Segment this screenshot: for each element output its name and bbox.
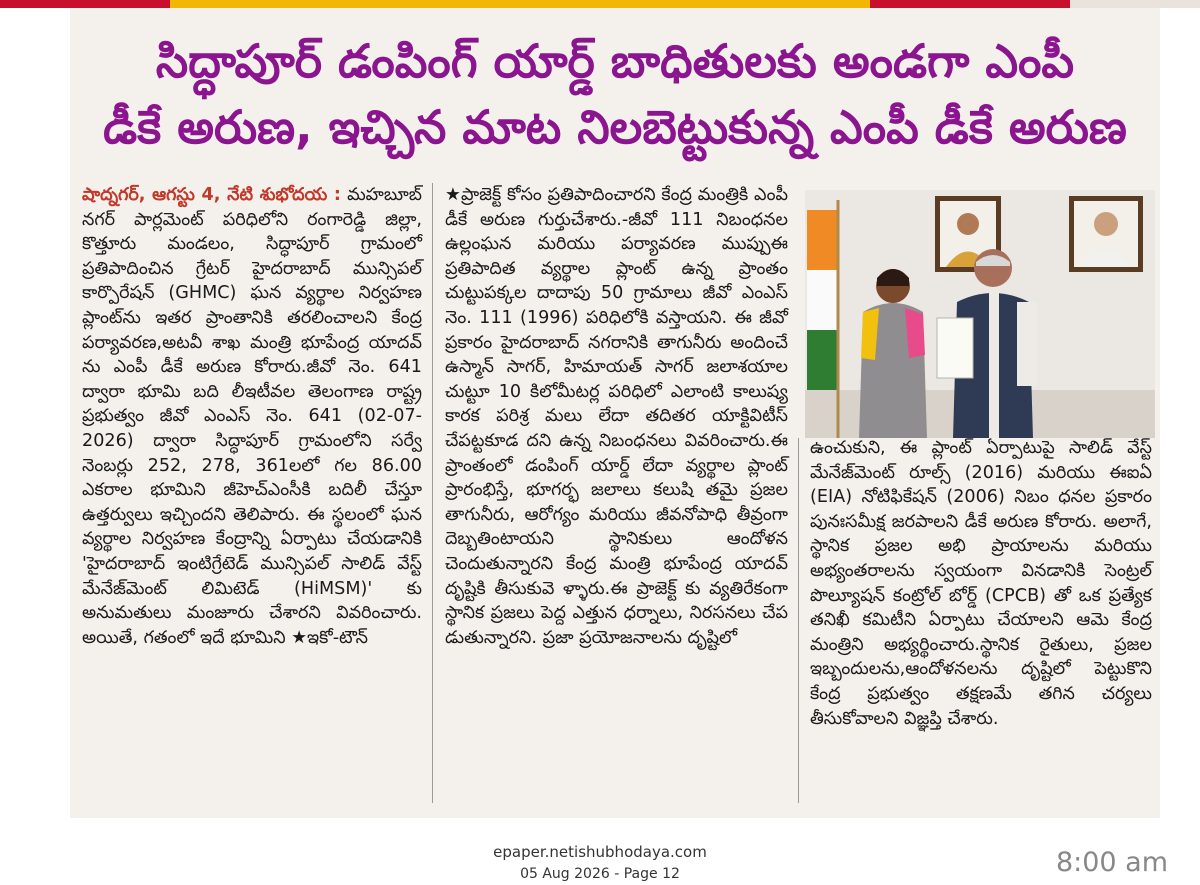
column-2-text: ★ప్రాజెక్ట్ కోసం ప్రతిపాదించారని కేంద్ర మంత్రికి ఎంపీ డీకే అరుణ గుర్తుచేశారు.-జీవో 111 నిబంధనల ఉల్లంఘన మరియు పర్యావరణ ముప్పుఈ ప్రతిపాదిత వ్యర్థాల ప్లాంట్ ఉన్న ప్రాంతం చుట్టుపక్కల దాదాపు 50 గ్రామాలు జీవో ఎంఎస్ నెం. 111 (1996) పరిధిలోకి వస్తాయని. ఈ జీవో ప్రకారం హైదరాబాద్ నగరానికి తాగునీరు అందించే ఉస్మాన్ సాగర్, హిమాయత్ సాగర్ జలాశయాల చుట్టూ 10 కిలోమీటర్ల పరిధిలో ఎలాంటి కాలుష్య కారక పరిశ్ర మలు లేదా తదితర యాక్టివిటీస్ చేపట్టకూడ దని ఉన్న నిబంధనలు వివరించారు.ఈ ప్రాంతంలో డంపింగ్ యార్డ్ లేదా వ్యర్థాల ప్లాంట్ ప్రారంభిస్తే, భూగర్భ జలాలు కలుషి తమై ప్రజల తాగునీరు, ఆరోగ్యం మరియు జీవనోపాధి తీవ్రంగా దెబ్బతింటాయని స్థానికులు ఆందోళన చెందుతున్నారని కేంద్ర మంత్రి భూపేంద్ర యాదవ్ దృష్టికి తీసుకువె ళ్ళారు.ఈ ప్రాజెక్ట్ కు వ్యతిరేకంగా స్థానిక ప్రజలు పెద్ద ఎత్తున ధర్నాలు, నిరసనలు చేప డుతున్నారని. ప్రజా ప్రయోజనాలను దృష్టిలో xyxy=(445,185,788,648)
headline-line-1: సిద్ధాపూర్ డంపింగ్ యార్డ్ బాధితులకు అండగా ఎంపీ xyxy=(155,34,1075,88)
column-1-text: మహబూబ్ నగర్ పార్లమెంట్ పరిధిలోని రంగారెడ్డి జిల్లా, కొత్తూరు మండలం, సిద్ధాపూర్ గ్రామంలో ప్రతిపాదించిన గ్రేటర్ హైదరాబాద్ మున్సిపల్ కార్పొరేషన్ (GHMC) ఘన వ్యర్థాల నిర్వహణ ప్లాంట్‌ను ఇతర ప్రాంతానికి తరలించాలని కేంద్ర పర్యావరణ,అటవీ శాఖ మంత్రి భూపేంద్ర యాదవ్ ను ఎంపీ డీకే అరుణ కోరారు.జీవో నెం. 641 ద్వారా భూమి బది లీఇటీవల తెలంగాణ రాష్ట్ర ప్రభుత్వం జీవో ఎంఎస్ నెం. 641 (02-07-2026) ద్వారా సిద్ధాపూర్ గ్రామంలోని సర్వే నెంబర్లు 252, 278, 361లలో గల 86.00 ఎకరాల భూమిని జీహెచ్ఎంసీకి బదిలీ చేస్తూ ఉత్తర్వులు ఇచ్చిందని తెలిపారు. ఈ స్థలంలో ఘన వ్యర్థాల నిర్వహణ కేంద్రాన్ని ఏర్పాటు చేయడానికి 'హైదరాబాద్ ఇంటిగ్రేటెడ్ మున్సిపల్ సాలిడ్ వేస్ట్ మేనేజ్‌మెంట్ లిమిటెడ్ (HiMSM)' కు అనుమతులు మంజూరు చేశారని వివరించారు. అయితే, గతంలో ఇదే భూమిని ★ఇకో-టౌన్ xyxy=(82,185,422,648)
meeting-photo xyxy=(805,190,1155,438)
column-divider-1 xyxy=(432,183,433,803)
article-column-1 xyxy=(82,183,422,650)
headline-line-2: డీకే అరుణ, ఇచ్చిన మాట నిలబెట్టుకున్న ఎంపీ డీకే అరుణ xyxy=(103,100,1127,154)
column-divider-2 xyxy=(798,438,799,803)
edition-page-info: 05 Aug 2026 - Page 12 xyxy=(520,866,680,882)
newspaper-clipping xyxy=(70,8,1160,818)
top-bar-gold-segment xyxy=(170,0,870,8)
article-column-2 xyxy=(445,183,788,650)
top-color-bar xyxy=(0,0,1200,8)
top-bar-red-segment-2 xyxy=(870,0,1070,8)
article-headline xyxy=(70,28,1160,160)
article-column-3 xyxy=(810,436,1152,731)
epaper-url[interactable]: epaper.netishubhodaya.com xyxy=(493,843,707,861)
top-bar-red-segment xyxy=(0,0,170,8)
top-bar-gray-segment xyxy=(1070,0,1200,8)
column-3-text: ఉంచుకుని, ఈ ప్లాంట్ ఏర్పాటుపై సాలిడ్ వేస్ట్ మేనేజ్‌మెంట్ రూల్స్ (2016) మరియు ఈఐఏ (EIA) నోటిఫికేషన్ (2006) నిబం ధనల ప్రకారం పునఃసమీక్ష జరపాలని డీకే అరుణ కోరారు. అలాగే, స్థానిక ప్రజల అభి ప్రాయాలను మరియు అభ్యంతరాలను స్వయంగా వినడానికి సెంట్రల్ పొల్యూషన్ కంట్రోల్ బోర్డ్ (CPCB) తో ఒక ప్రత్యేక తనిఖీ కమిటీని ఏర్పాటు చేయాలని ఆమె కేంద్ర మంత్రిని అభ్యర్థించారు.స్థానిక రైతులు, ప్రజల ఇబ్బందులను,ఆందోళనలను దృష్టిలో పెట్టుకొని కేంద్ర ప్రభుత్వం తక్షణమే తగిన చర్యలు తీసుకోవాలని విజ్ఞప్తి చేశారు. xyxy=(810,438,1152,729)
dateline: షాద్నగర్, ఆగస్టు 4, నేటి శుభోదయ : xyxy=(82,185,341,205)
status-time: 8:00 am xyxy=(1055,847,1168,878)
article-photo xyxy=(805,190,1155,438)
